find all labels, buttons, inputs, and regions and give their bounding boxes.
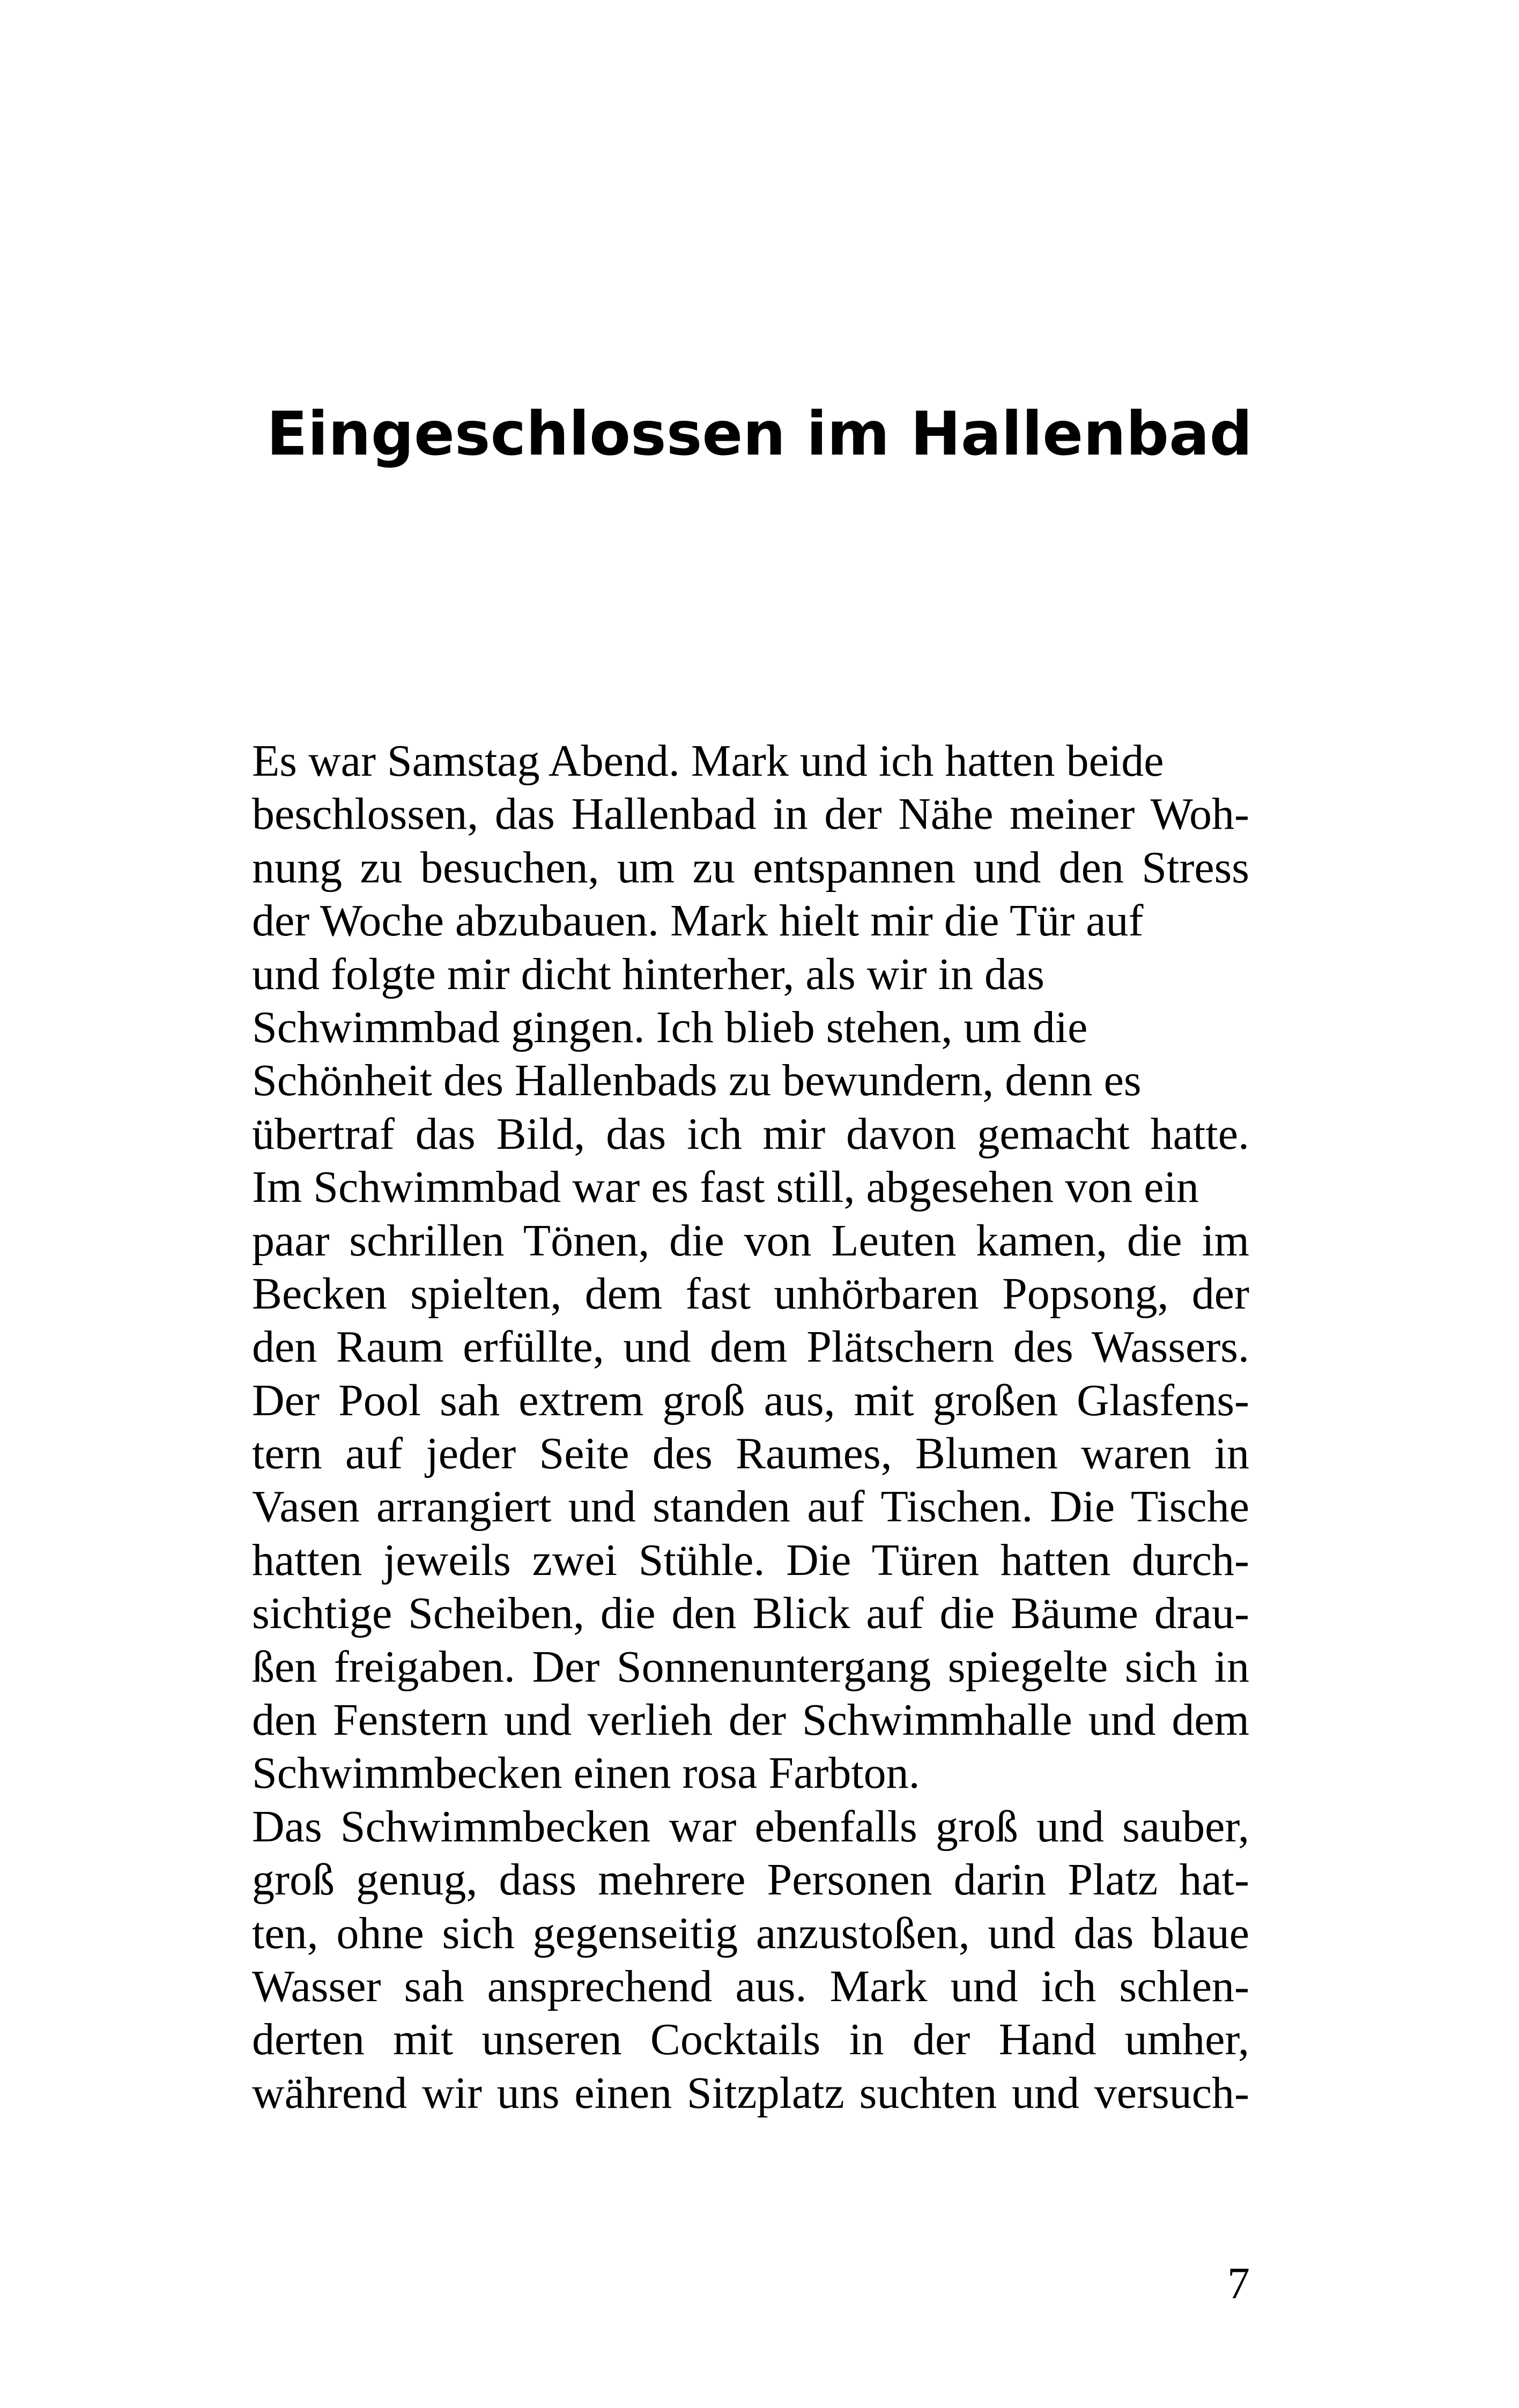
text-line: den Fenstern und verlieh der Schwimmhalle und dem <box>252 1695 1249 1745</box>
text-line: Der Pool sah extrem groß aus, mit großen Glasfens- <box>252 1375 1249 1425</box>
text-line: während wir uns einen Sitzplatz suchten und versuch- <box>252 2068 1249 2118</box>
text-line: Schwimmbecken einen rosa Farbton. <box>252 1748 920 1798</box>
text-line: tern auf jeder Seite des Raumes, Blumen waren in <box>252 1429 1249 1479</box>
text-line: ßen freigaben. Der Sonnenuntergang spiegelte sich in <box>252 1641 1249 1692</box>
text-line: Das Schwimmbecken war ebenfalls groß und sauber, <box>252 1801 1249 1852</box>
text-line: hatten jeweils zwei Stühle. Die Türen hatten durch- <box>252 1535 1249 1585</box>
page-number: 7 <box>1227 2258 1250 2308</box>
text-line: Schönheit des Hallenbads zu bewundern, denn es <box>252 1056 1142 1106</box>
text-line: Im Schwimmbad war es fast still, abgesehen von ein <box>252 1162 1199 1213</box>
body-text <box>252 734 1249 2120</box>
text-line: groß genug, dass mehrere Personen darin Platz hat- <box>252 1855 1249 1905</box>
text-line: paar schrillen Tönen, die von Leuten kamen, die im <box>252 1215 1249 1266</box>
text-line: Vasen arrangiert und standen auf Tischen. Die Tische <box>252 1482 1249 1532</box>
chapter-title: Eingeschlossen im Hallenbad <box>266 399 1253 469</box>
text-line: übertraf das Bild, das ich mir davon gemacht hatte. <box>252 1109 1249 1159</box>
text-line: Schwimmbad gingen. Ich blieb stehen, um die <box>252 1002 1088 1052</box>
text-line: derten mit unseren Cocktails in der Hand umher, <box>252 2015 1249 2065</box>
text-line: beschlossen, das Hallenbad in der Nähe meiner Woh- <box>252 789 1249 839</box>
text-line: der Woche abzubauen. Mark hielt mir die Tür auf <box>252 896 1144 946</box>
text-line: den Raum erfüllte, und dem Plätschern des Wassers. <box>252 1322 1249 1372</box>
text-line: und folgte mir dicht hinterher, als wir in das <box>252 949 1044 999</box>
text-line: Es war Samstag Abend. Mark und ich hatten beide <box>252 736 1164 786</box>
text-line: Wasser sah ansprechend aus. Mark und ich schlen- <box>252 1961 1249 2011</box>
text-line: nung zu besuchen, um zu entspannen und den Stress <box>252 842 1249 893</box>
text-line: ten, ohne sich gegenseitig anzustoßen, und das blaue <box>252 1908 1249 1958</box>
text-line: Becken spielten, dem fast unhörbaren Popsong, der <box>252 1268 1249 1319</box>
text-line: sichtige Scheiben, die den Blick auf die Bäume drau- <box>252 1588 1249 1639</box>
